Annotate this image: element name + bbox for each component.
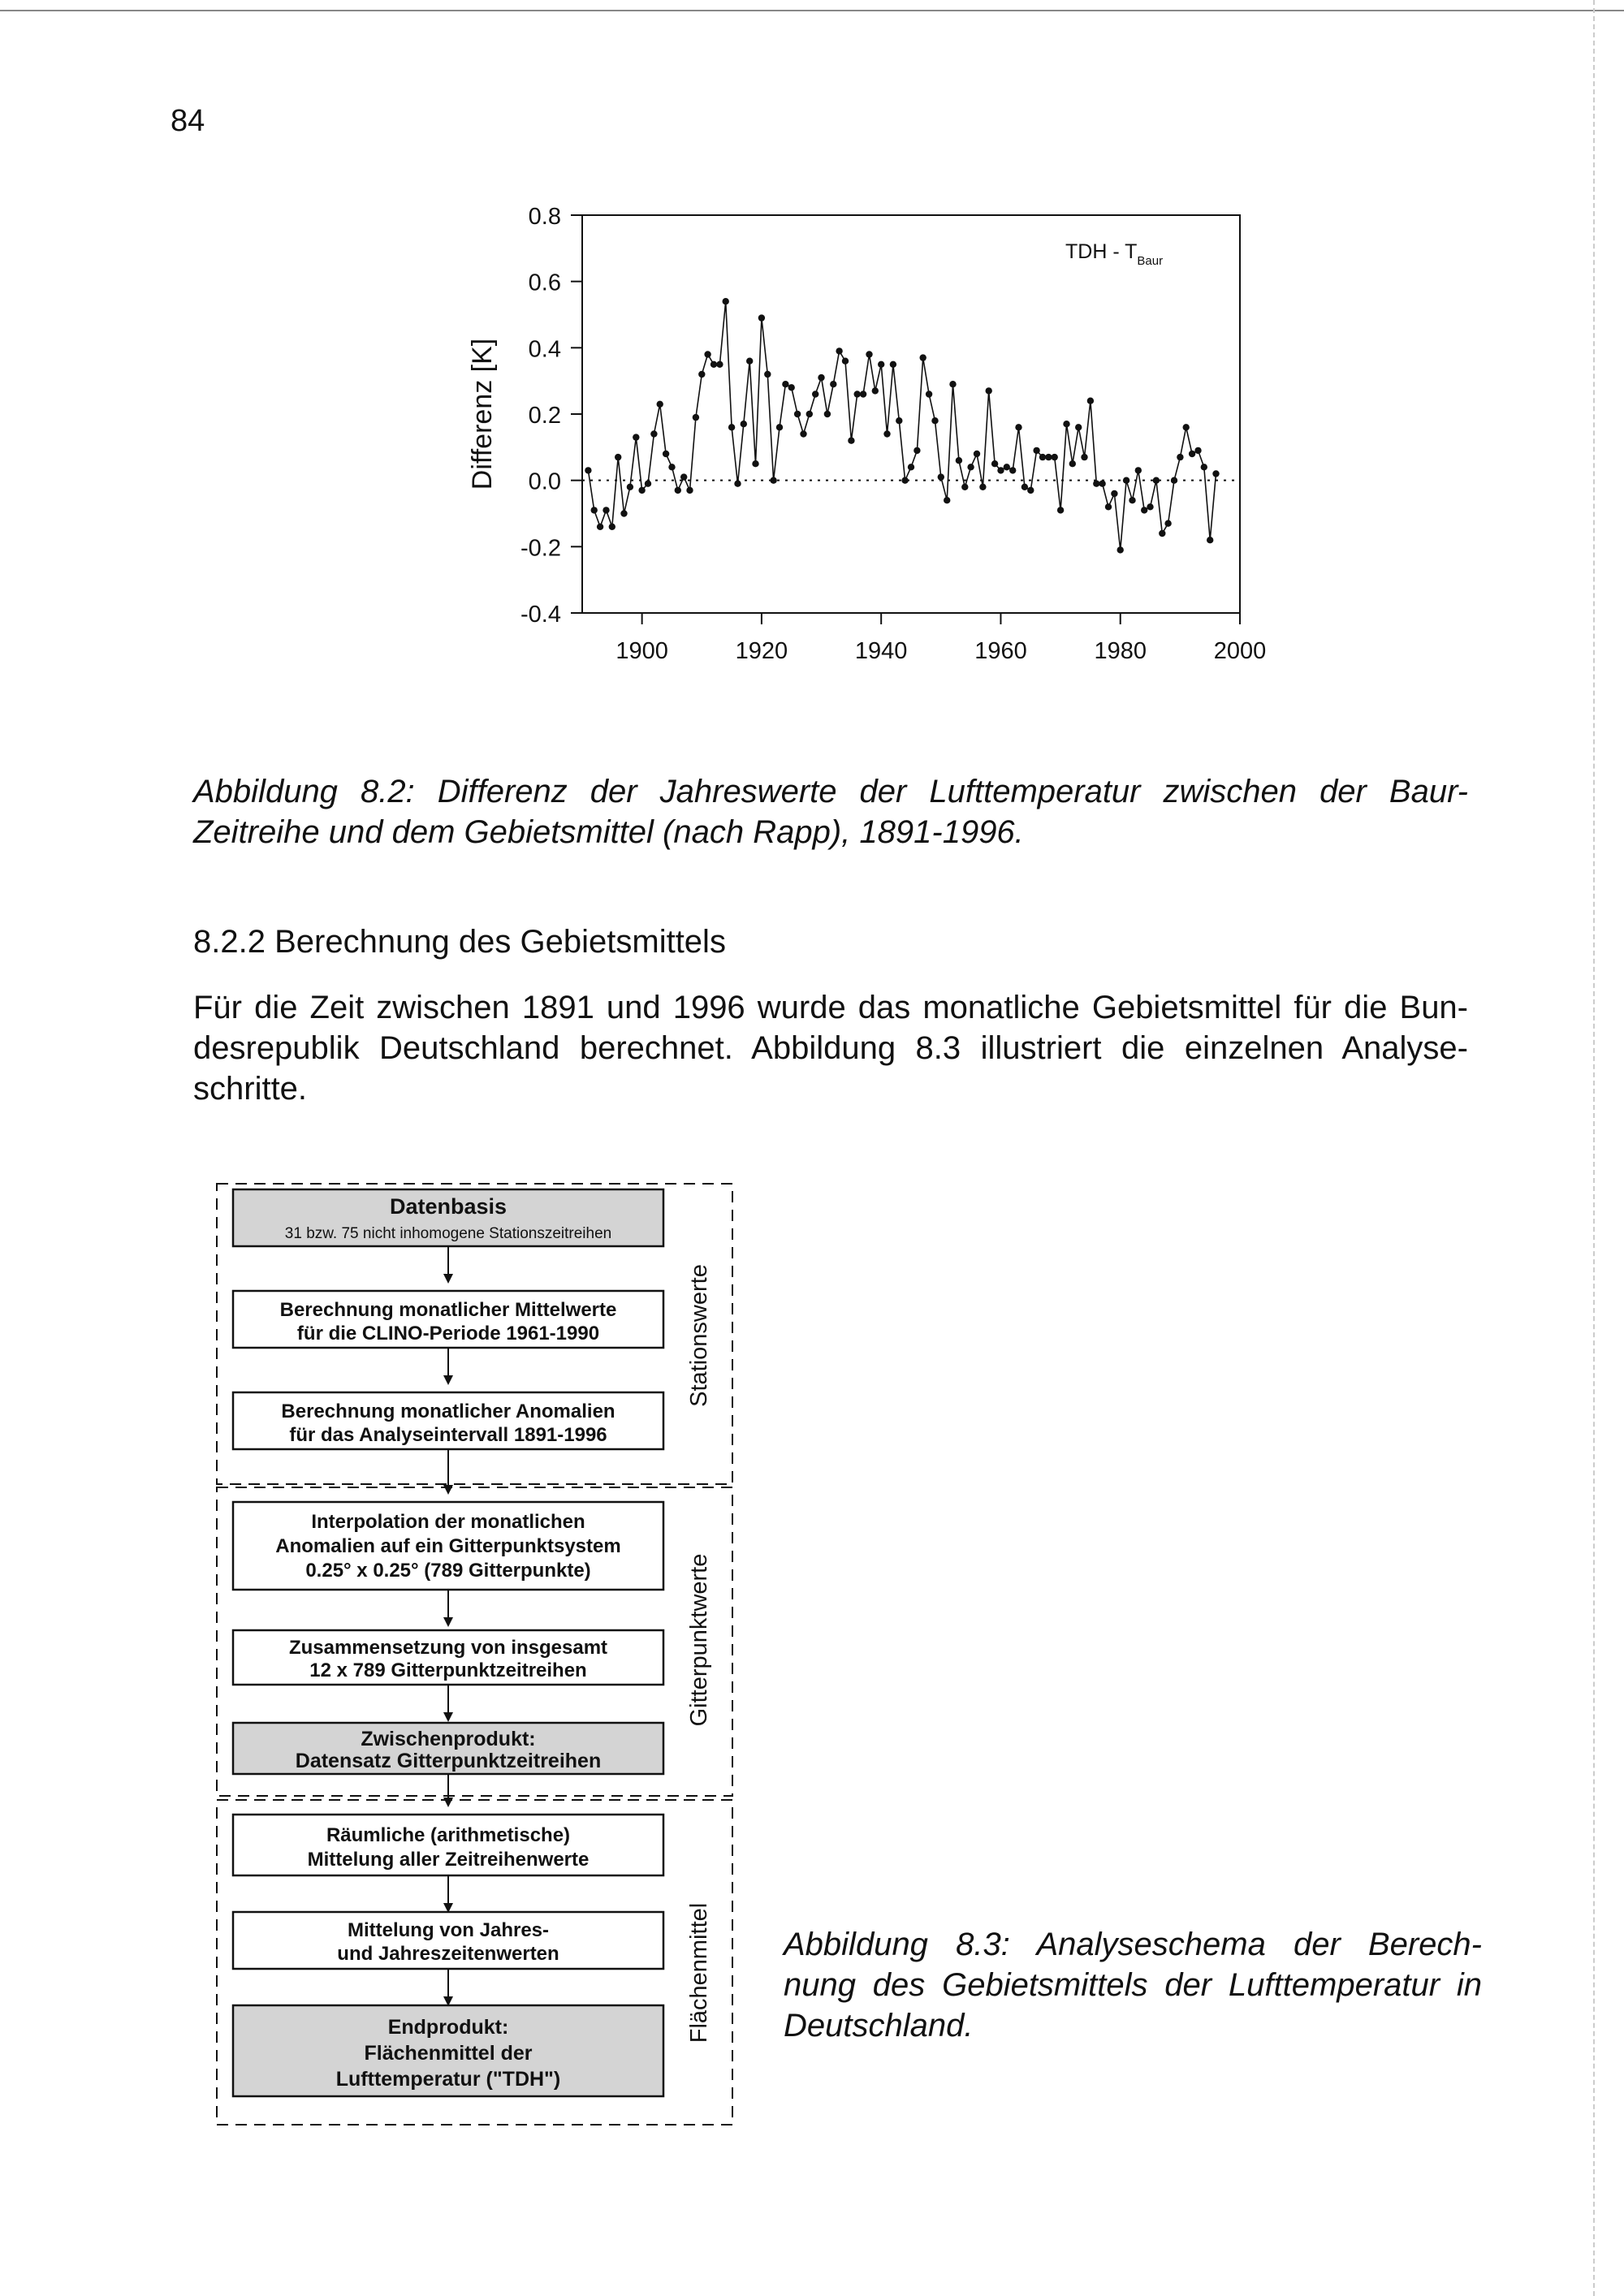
data-point bbox=[914, 447, 920, 454]
data-point bbox=[1189, 451, 1195, 457]
data-point bbox=[949, 381, 956, 387]
data-point bbox=[741, 421, 747, 427]
x-tick-label: 1940 bbox=[854, 638, 908, 664]
data-point bbox=[830, 381, 836, 387]
data-point bbox=[686, 487, 693, 494]
data-point bbox=[680, 473, 687, 480]
figure-8-3-caption bbox=[784, 1924, 1482, 2046]
data-point bbox=[883, 430, 890, 437]
data-point bbox=[758, 314, 765, 321]
box-anomalien bbox=[233, 1392, 663, 1449]
box-text: Flächenmittel der bbox=[364, 2042, 533, 2065]
box-text: Mittelung von Jahres- bbox=[347, 1919, 550, 1941]
data-point bbox=[770, 477, 776, 484]
data-point bbox=[1069, 460, 1076, 467]
data-point bbox=[704, 351, 710, 357]
x-tick-label: 1980 bbox=[1094, 638, 1147, 664]
y-tick-label: 0.6 bbox=[528, 270, 561, 296]
data-point bbox=[866, 351, 872, 357]
box-endprodukt bbox=[233, 2005, 663, 2096]
data-point bbox=[1009, 467, 1016, 473]
data-point bbox=[603, 507, 609, 513]
data-point bbox=[1081, 454, 1087, 460]
data-point bbox=[1129, 497, 1135, 503]
box-subtitle: 31 bzw. 75 nicht inhomogene Stationszeitreihen bbox=[284, 1225, 612, 1242]
data-point bbox=[1183, 424, 1190, 430]
data-point bbox=[1111, 490, 1117, 497]
data-point bbox=[645, 481, 651, 487]
data-point bbox=[650, 430, 657, 437]
data-point bbox=[926, 391, 932, 397]
data-point bbox=[657, 401, 663, 408]
scan-edge-top bbox=[0, 10, 1624, 11]
data-point bbox=[890, 361, 896, 368]
y-tick-label: 0.2 bbox=[528, 403, 561, 429]
data-point bbox=[1021, 484, 1028, 490]
box-text: Berechnung monatlicher Mittelwerte bbox=[279, 1299, 617, 1321]
data-point bbox=[979, 484, 986, 490]
box-mittelung-jahreswerte bbox=[233, 1912, 663, 1969]
caption-line: nung des Gebietsmittels der Lufttemperatur in bbox=[784, 1967, 1482, 2003]
body-paragraph bbox=[193, 987, 1468, 1109]
data-point bbox=[746, 358, 753, 365]
group-label-flaechenmittel: Flächenmittel bbox=[686, 1902, 712, 2044]
data-point bbox=[1177, 454, 1183, 460]
box-interpolation bbox=[233, 1502, 663, 1590]
x-tick-label: 1920 bbox=[735, 638, 788, 664]
data-point bbox=[597, 524, 603, 530]
data-point bbox=[974, 451, 980, 457]
data-point bbox=[1039, 454, 1046, 460]
data-point bbox=[901, 477, 908, 484]
x-axis bbox=[615, 613, 1266, 664]
data-point bbox=[1207, 537, 1213, 543]
data-point bbox=[854, 391, 861, 397]
legend-main: TDH - T bbox=[1065, 240, 1138, 263]
data-point bbox=[1164, 520, 1171, 527]
data-point bbox=[1063, 421, 1069, 427]
data-point bbox=[788, 384, 795, 391]
data-point bbox=[931, 417, 938, 424]
data-point bbox=[698, 371, 705, 378]
data-point bbox=[782, 381, 788, 387]
analysis-flowchart bbox=[213, 1177, 765, 2151]
data-point bbox=[1147, 503, 1153, 510]
data-point bbox=[818, 374, 824, 381]
box-raeumliche-mittelung bbox=[233, 1815, 663, 1875]
box-text: Räumliche (arithmetische) bbox=[326, 1824, 571, 1846]
data-point bbox=[615, 454, 621, 460]
data-point bbox=[806, 411, 813, 417]
data-point bbox=[609, 524, 615, 530]
data-point bbox=[1153, 477, 1160, 484]
data-point bbox=[842, 358, 849, 365]
data-point bbox=[1194, 447, 1201, 454]
box-text: für die CLINO-Periode 1961-1990 bbox=[296, 1323, 600, 1344]
data-point bbox=[961, 484, 968, 490]
y-axis bbox=[520, 204, 582, 628]
y-tick-label: -0.4 bbox=[520, 602, 561, 628]
data-point bbox=[633, 434, 639, 440]
box-text: Anomalien auf ein Gitterpunktsystem bbox=[275, 1535, 621, 1557]
data-point bbox=[860, 391, 866, 397]
data-point bbox=[1093, 481, 1099, 487]
data-point bbox=[896, 417, 902, 424]
box-text: Datensatz Gitterpunktzeitreihen bbox=[295, 1750, 602, 1772]
caption-line: Abbildung 8.2: Differenz der Jahreswerte der Lufttemperatur zwischen der Baur- bbox=[193, 774, 1468, 809]
data-point bbox=[1159, 530, 1165, 537]
box-text: Mittelung aller Zeitreihenwerte bbox=[307, 1849, 590, 1871]
data-point bbox=[1201, 464, 1207, 470]
data-point bbox=[878, 361, 884, 368]
chart-legend bbox=[1065, 240, 1163, 268]
data-point bbox=[734, 481, 741, 487]
box-text: und Jahreszeitenwerten bbox=[337, 1943, 559, 1965]
data-point bbox=[1033, 447, 1039, 454]
data-point bbox=[1117, 546, 1124, 553]
data-point bbox=[1212, 470, 1219, 477]
y-tick-label: 0.8 bbox=[528, 204, 561, 230]
data-point bbox=[591, 507, 598, 513]
data-point bbox=[967, 464, 974, 470]
data-point bbox=[1087, 398, 1094, 404]
box-text: Zwischenprodukt: bbox=[361, 1728, 536, 1750]
data-point bbox=[794, 411, 801, 417]
data-point bbox=[675, 487, 681, 494]
caption-line: Abbildung 8.3: Analyseschema der Berech- bbox=[784, 1927, 1482, 1962]
box-zwischenprodukt bbox=[233, 1723, 663, 1774]
page-number: 84 bbox=[171, 104, 205, 138]
data-point bbox=[991, 460, 998, 467]
box-title: Datenbasis bbox=[389, 1194, 508, 1219]
box-text: Berechnung monatlicher Anomalien bbox=[281, 1400, 615, 1422]
box-datenbasis bbox=[233, 1189, 663, 1246]
data-point bbox=[1027, 487, 1034, 494]
data-point bbox=[1045, 454, 1052, 460]
data-point bbox=[944, 497, 950, 503]
data-point bbox=[663, 451, 669, 457]
data-point bbox=[620, 510, 627, 516]
data-point bbox=[585, 467, 591, 473]
data-point bbox=[1099, 481, 1105, 487]
data-point bbox=[920, 354, 926, 360]
data-point bbox=[723, 298, 729, 304]
data-point bbox=[872, 387, 879, 394]
legend-subscript: Baur bbox=[1137, 254, 1164, 268]
data-point bbox=[764, 371, 771, 378]
box-text: für das Analyseintervall 1891-1996 bbox=[289, 1424, 607, 1446]
data-point bbox=[986, 387, 992, 394]
data-point bbox=[1171, 477, 1177, 484]
data-point bbox=[908, 464, 914, 470]
data-point bbox=[956, 457, 962, 464]
box-text: Endprodukt: bbox=[387, 2016, 509, 2039]
paragraph-line: desrepublik Deutschland berechnet. Abbildung 8.3 illustriert die einzelnen Analyse- bbox=[193, 1030, 1468, 1066]
box-zusammensetzung bbox=[233, 1630, 663, 1685]
data-point bbox=[938, 473, 944, 480]
data-point bbox=[693, 414, 699, 421]
data-point bbox=[997, 467, 1004, 473]
caption-line: Zeitreihe und dem Gebietsmittel (nach Rapp), 1891-1996. bbox=[193, 814, 1024, 850]
data-point bbox=[1075, 424, 1082, 430]
box-text: 12 x 789 Gitterpunktzeitreihen bbox=[309, 1659, 587, 1681]
data-point bbox=[668, 464, 675, 470]
data-points bbox=[585, 298, 1219, 554]
data-point bbox=[710, 361, 717, 368]
paragraph-line: Für die Zeit zwischen 1891 und 1996 wurde das monatliche Gebietsmittel für die Bun- bbox=[193, 990, 1468, 1025]
chart-plot-frame bbox=[582, 215, 1240, 613]
group-label-stationswerte: Stationswerte bbox=[686, 1264, 712, 1407]
group-label-gitterpunktwerte: Gitterpunktwerte bbox=[686, 1553, 712, 1727]
data-point bbox=[1105, 503, 1112, 510]
data-point bbox=[848, 438, 854, 444]
x-tick-label: 1900 bbox=[615, 638, 668, 664]
difference-chart bbox=[455, 195, 1299, 698]
box-mittelwerte bbox=[233, 1291, 663, 1348]
data-point bbox=[1135, 467, 1142, 473]
data-point bbox=[824, 411, 831, 417]
data-point bbox=[1015, 424, 1021, 430]
data-point bbox=[752, 460, 758, 467]
data-point bbox=[1004, 464, 1010, 470]
data-point bbox=[836, 347, 842, 354]
data-point bbox=[812, 391, 818, 397]
x-tick-label: 1960 bbox=[974, 638, 1027, 664]
data-point bbox=[1141, 507, 1147, 513]
box-text: Interpolation der monatlichen bbox=[311, 1511, 585, 1533]
caption-line: Deutschland. bbox=[784, 2008, 974, 2044]
data-point bbox=[776, 424, 783, 430]
data-point bbox=[728, 424, 735, 430]
data-point bbox=[1052, 454, 1058, 460]
data-point bbox=[1057, 507, 1064, 513]
box-text: 0.25° x 0.25° (789 Gitterpunkte) bbox=[305, 1560, 591, 1582]
scan-edge-right bbox=[1593, 0, 1595, 2296]
box-text: Zusammensetzung von insgesamt bbox=[288, 1637, 608, 1659]
paragraph-line: schritte. bbox=[193, 1071, 308, 1107]
section-heading: 8.2.2 Berechnung des Gebietsmittels bbox=[193, 924, 726, 960]
figure-8-2-caption bbox=[193, 771, 1468, 852]
y-tick-label: 0.0 bbox=[528, 468, 561, 495]
x-tick-label: 2000 bbox=[1213, 638, 1267, 664]
data-point bbox=[716, 361, 723, 368]
data-point bbox=[800, 430, 806, 437]
data-point bbox=[1123, 477, 1129, 484]
y-tick-label: 0.4 bbox=[528, 336, 561, 363]
y-axis-label: Differenz [K] bbox=[467, 338, 498, 490]
data-point bbox=[627, 484, 633, 490]
y-tick-label: -0.2 bbox=[520, 535, 561, 562]
box-text: Lufttemperatur ("TDH") bbox=[335, 2068, 561, 2091]
series-line bbox=[588, 301, 1216, 550]
data-point bbox=[638, 487, 645, 494]
